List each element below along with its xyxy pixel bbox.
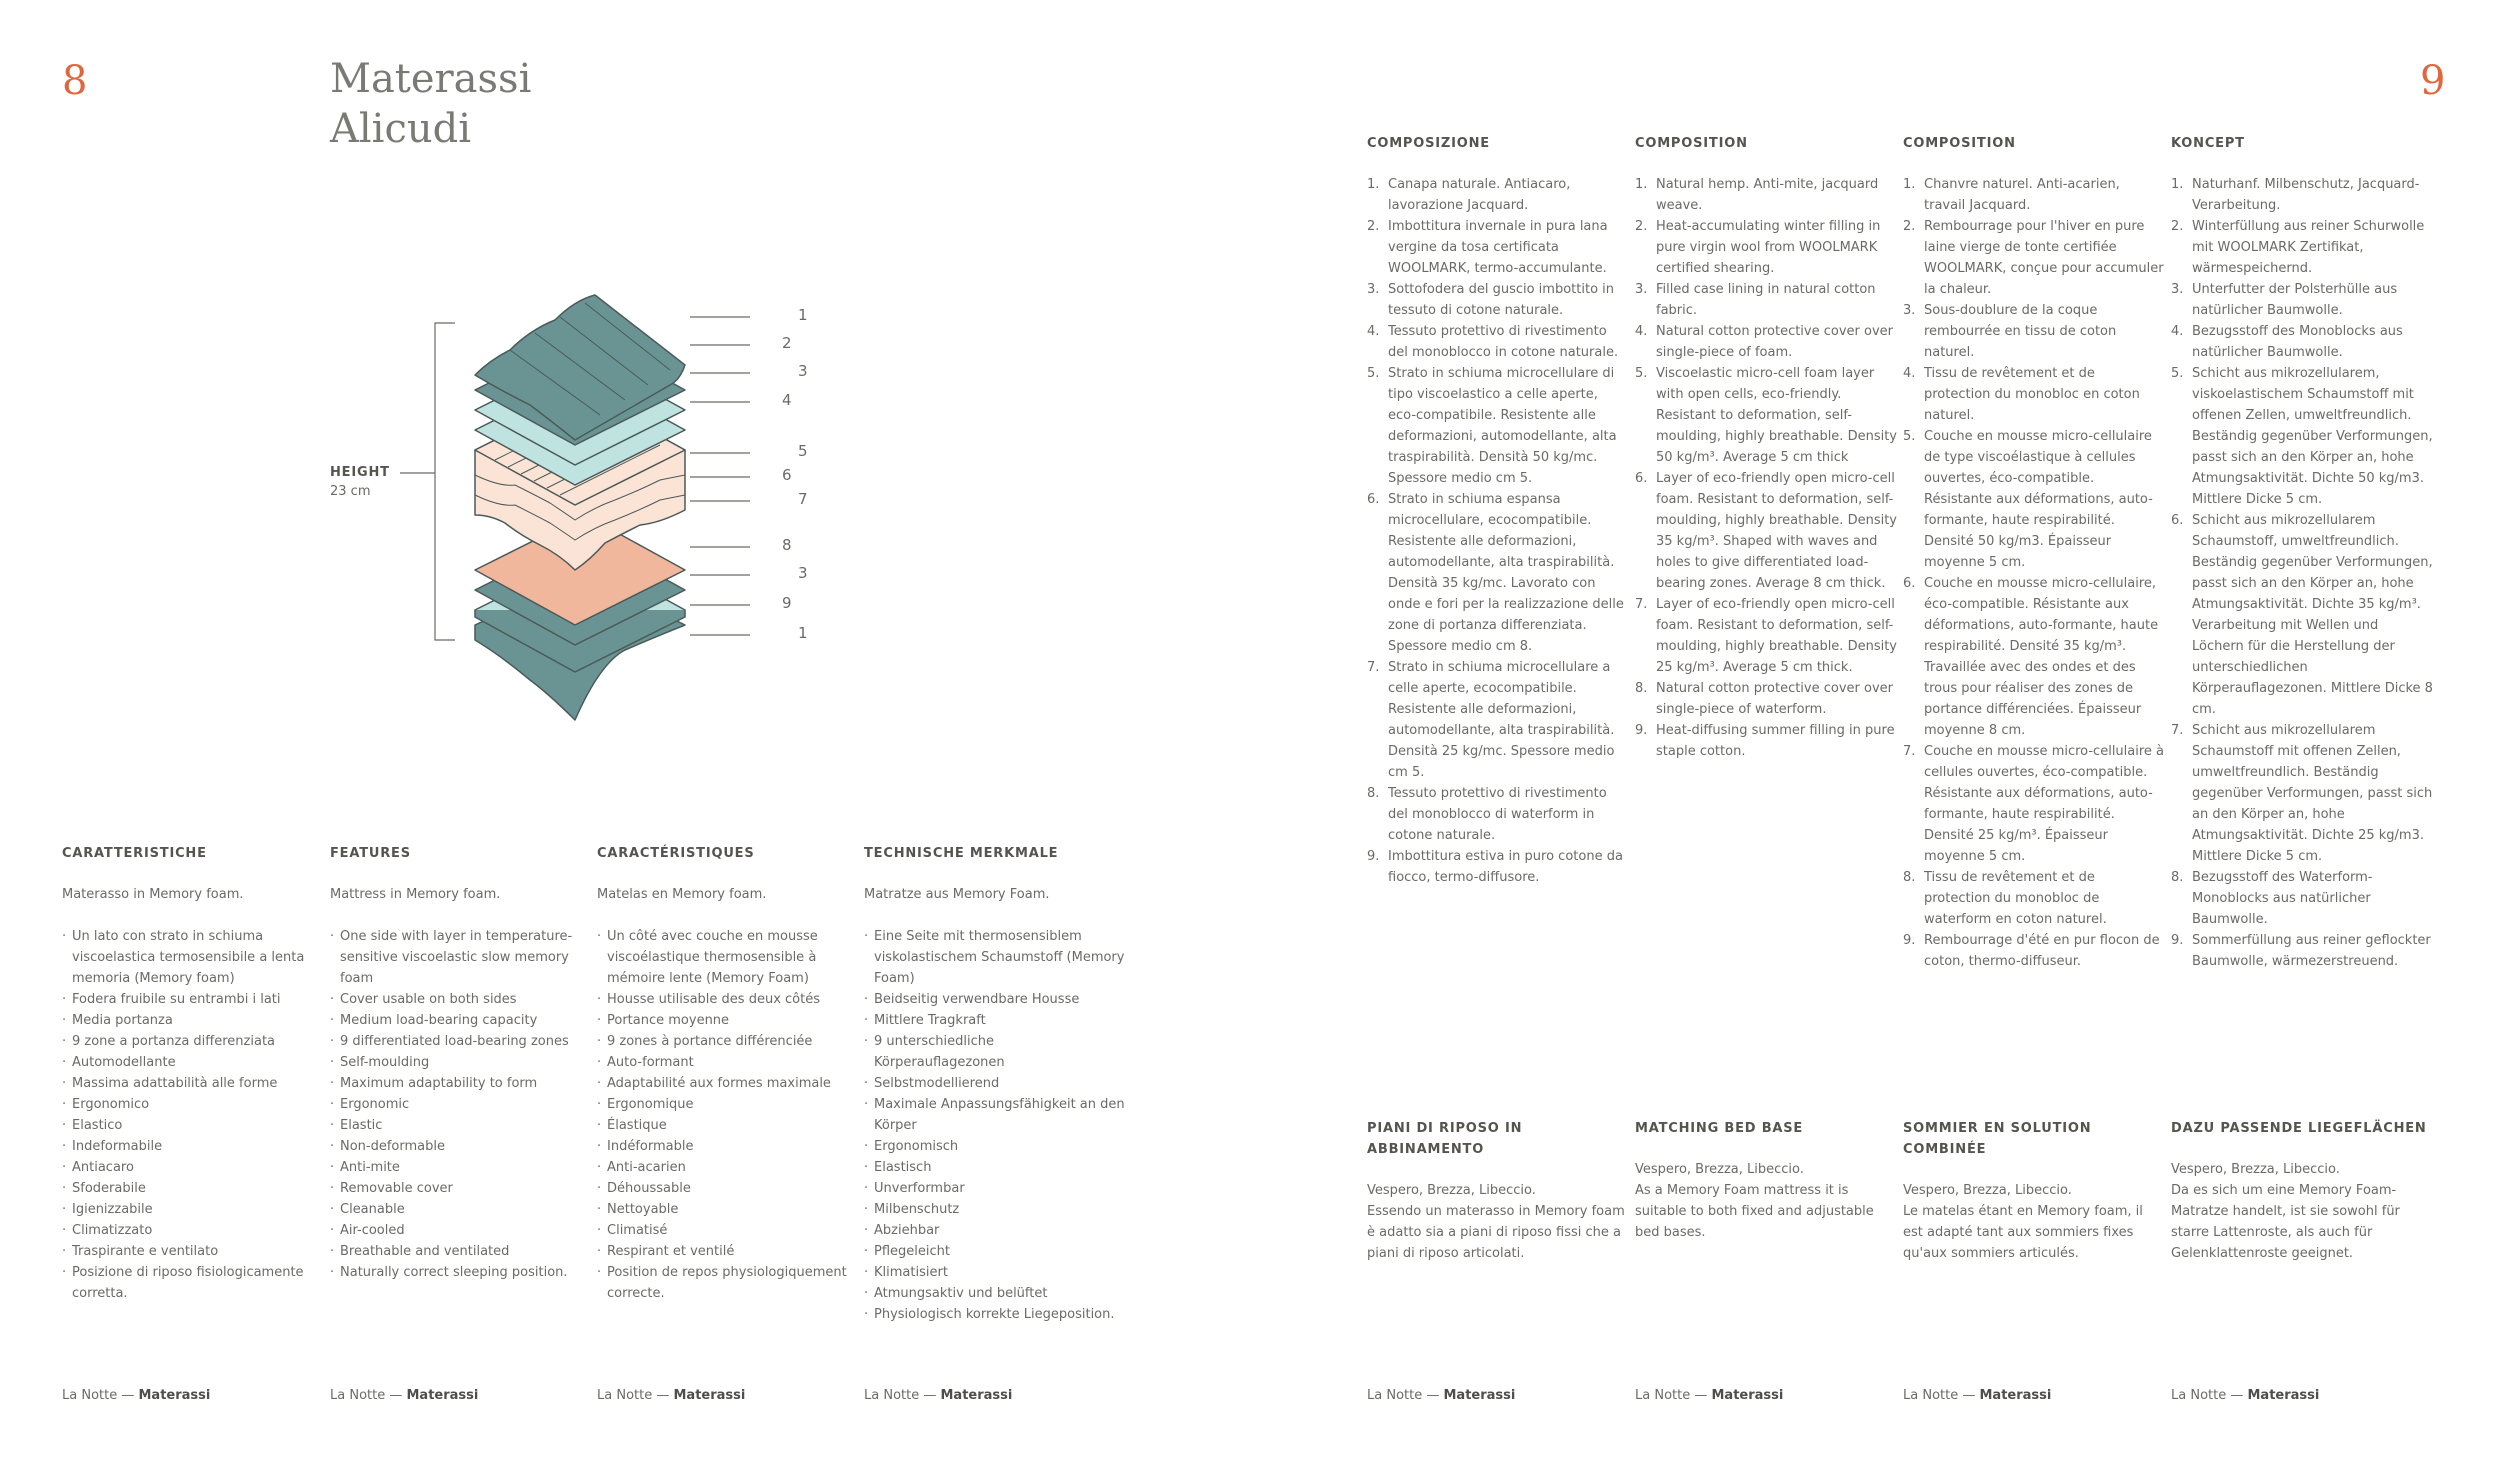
footer: La Notte — Materassi xyxy=(1367,1388,1516,1403)
list-item: 7. Schicht aus mikrozellularem Schaumstoff mit offenen Zellen, umweltfreundlich. Beständig gegenüber Verformungen, passt sich an den Körper an, hohe Atmungsaktivität. Dichte 25 kg/m3. Mittlere Dicke 5 cm. xyxy=(2171,723,2433,864)
list-item: 5. Viscoelastic micro-cell foam layer with open cells, eco-friendly. Resistant to deformation, self-moulding, highly breathable. Density 50 kg/m³. Average 5 cm thick xyxy=(1635,366,1897,465)
title-line-1: Materassi xyxy=(330,56,532,102)
page-title xyxy=(330,54,531,154)
list-item: · Fodera fruibile su entrambi i lati xyxy=(62,989,314,1010)
layer-number: 7 xyxy=(798,490,808,508)
list-item: 2. Imbottitura invernale in pura lana vergine da tosa certificata WOOLMARK, termo-accumulante. xyxy=(1367,219,1608,276)
list-item: · Unverformbar xyxy=(864,1178,1126,1199)
list-item: · Media portanza xyxy=(62,1010,314,1031)
list-item: · Auto-formant xyxy=(597,1052,849,1073)
layer-number: 8 xyxy=(782,536,792,554)
bed-base-column-fr xyxy=(1903,1118,2165,1285)
list-item: 6. Couche en mousse micro-cellulaire, éco-compatible. Résistante aux déformations, auto-formante, haute respirabilité. Densité 35 kg/m³. Travaillée avec des ondes et des trous pour réaliser des zones de portance différenciées. Épaisseur moyenne 8 cm. xyxy=(1903,576,2159,738)
list-item: 8. Natural cotton protective cover over single-piece of waterform. xyxy=(1635,681,1894,717)
list-item: · Automodellante xyxy=(62,1052,314,1073)
list-item: · Ergonomico xyxy=(62,1094,314,1115)
list-item: · Medium load-bearing capacity xyxy=(330,1010,582,1031)
bed-base-models: Vespero, Brezza, Libeccio. xyxy=(1635,1162,1804,1177)
list-item: 5. Couche en mousse micro-cellulaire de type viscoélastique à cellules ouvertes, éco-compatible. Résistante aux déformations, auto-formante, haute respirabilité. Densité 50 kg/m3. Épaisseur moyenne 5 cm. xyxy=(1903,429,2153,570)
features-list xyxy=(62,926,314,1304)
composition-heading: COMPOSIZIONE xyxy=(1367,136,1490,151)
footer: La Notte — Materassi xyxy=(597,1388,746,1403)
bed-base-models: Vespero, Brezza, Libeccio. xyxy=(2171,1162,2340,1177)
list-item: 7. Strato in schiuma microcellulare a celle aperte, ecocompatibile. Resistente alle deformazioni, automodellante, alta traspirabilità. Densità 25 kg/mc. Spessore medio cm 5. xyxy=(1367,660,1615,780)
list-item: · Sfoderabile xyxy=(62,1178,314,1199)
bed-base-models: Vespero, Brezza, Libeccio. xyxy=(1903,1183,2072,1198)
list-item: 8. Tissu de revêtement et de protection du monobloc de waterform en coton naturel. xyxy=(1903,870,2107,927)
footer: La Notte — Materassi xyxy=(1903,1388,2052,1403)
list-item: 5. Strato in schiuma microcellulare di tipo viscoelastico a celle aperte, eco-compatibile. Resistente alle deformazioni, automodellante, alta traspirabilità. Densità 50 kg/mc. Spessore medio cm 5. xyxy=(1367,366,1617,486)
features-intro: Materasso in Memory foam. xyxy=(62,887,244,902)
features-column-de xyxy=(864,843,1126,1325)
list-item: · Cleanable xyxy=(330,1199,582,1220)
bed-base-heading: MATCHING BED BASE xyxy=(1635,1121,1804,1136)
list-item: · Breathable and ventilated xyxy=(330,1241,582,1262)
title-line-2: Alicudi xyxy=(330,106,472,152)
composition-heading: COMPOSITION xyxy=(1635,136,1748,151)
list-item: 9. Sommerfüllung aus reiner geflockter Baumwolle, wärmezerstreuend. xyxy=(2171,933,2431,969)
list-item: 3. Sottofodera del guscio imbottito in tessuto di cotone naturale. xyxy=(1367,282,1615,318)
bed-base-heading: SOMMIER EN SOLUTION COMBINÉE xyxy=(1903,1121,2092,1157)
list-item: 4. Bezugsstoff des Monoblocks aus natürlicher Baumwolle. xyxy=(2171,324,2403,360)
layer-number: 2 xyxy=(782,334,792,352)
list-item: · Ergonomique xyxy=(597,1094,849,1115)
bed-base-column-en xyxy=(1635,1118,1897,1264)
footer: La Notte — Materassi xyxy=(2171,1388,2320,1403)
height-value: 23 cm xyxy=(330,484,371,499)
composition-column-fr xyxy=(1903,133,2165,972)
list-item: · Indéformable xyxy=(597,1136,849,1157)
list-item: · 9 unterschiedliche Körperauflagezonen xyxy=(864,1031,1126,1073)
composition-heading: COMPOSITION xyxy=(1903,136,2016,151)
footer: La Notte — Materassi xyxy=(330,1388,479,1403)
list-item: · Respirant et ventilé xyxy=(597,1241,849,1262)
list-item: · Pflegeleicht xyxy=(864,1241,1126,1262)
layer-number: 6 xyxy=(782,466,792,484)
list-item: · Traspirante e ventilato xyxy=(62,1241,314,1262)
list-item: · Indeformabile xyxy=(62,1136,314,1157)
layer-number: 3 xyxy=(798,362,808,380)
list-item: · 9 differentiated load-bearing zones xyxy=(330,1031,582,1052)
list-item: · Atmungsaktiv und belüftet xyxy=(864,1283,1126,1304)
list-item: · Posizione di riposo fisiologicamente corretta. xyxy=(62,1262,314,1304)
bed-base-heading: PIANI DI RIPOSO IN ABBINAMENTO xyxy=(1367,1121,1523,1157)
composition-column-en xyxy=(1635,133,1897,762)
list-item: 4. Natural cotton protective cover over single-piece of foam. xyxy=(1635,324,1894,360)
features-intro: Matelas en Memory foam. xyxy=(597,887,767,902)
list-item: · Milbenschutz xyxy=(864,1199,1126,1220)
list-item: · Ergonomisch xyxy=(864,1136,1126,1157)
list-item: 9. Rembourrage d'été en pur flocon de coton, thermo-diffuseur. xyxy=(1903,933,2160,969)
list-item: · Selbstmodellierend xyxy=(864,1073,1126,1094)
list-item: · Cover usable on both sides xyxy=(330,989,582,1010)
list-item: 4. Tissu de revêtement et de protection du monobloc en coton naturel. xyxy=(1903,366,2140,423)
features-list xyxy=(597,926,849,1304)
list-item: · Maximum adaptability to form xyxy=(330,1073,582,1094)
list-item: 9. Heat-diffusing summer filling in pure staple cotton. xyxy=(1635,723,1895,759)
list-item: · Anti-mite xyxy=(330,1157,582,1178)
list-item: · Eine Seite mit thermosensiblem viskolastischem Schaumstoff (Memory Foam) xyxy=(864,926,1126,989)
list-item: · Mittlere Tragkraft xyxy=(864,1010,1126,1031)
list-item: · Elastico xyxy=(62,1115,314,1136)
list-item: 3. Sous-doublure de la coque rembourrée en tissu de coton naturel. xyxy=(1903,303,2117,360)
list-item: · Naturally correct sleeping position. xyxy=(330,1262,582,1283)
height-label xyxy=(330,463,390,501)
list-item: · Un côté avec couche en mousse viscoélastique thermosensible à mémoire lente (Memory Foam) xyxy=(597,926,849,989)
list-item: · Nettoyable xyxy=(597,1199,849,1220)
composition-column-it xyxy=(1367,133,1629,888)
list-item: · Massima adattabilità alle forme xyxy=(62,1073,314,1094)
list-item: · Removable cover xyxy=(330,1178,582,1199)
list-item: 3. Filled case lining in natural cotton fabric. xyxy=(1635,282,1876,318)
footer: La Notte — Materassi xyxy=(62,1388,211,1403)
footer: La Notte — Materassi xyxy=(864,1388,1013,1403)
list-item: 6. Schicht aus mikrozellularem Schaumstoff, umweltfreundlich. Beständig gegenüber Verformungen, passt sich an den Körper an, hohe Atmungsaktivität. Dichte 35 kg/m³. Verarbeitung mit Wellen und Löchern für die Herstellung der unterschiedlichen Körperauflagezonen. Mittlere Dicke 8 cm. xyxy=(2171,513,2433,717)
list-item: 2. Heat-accumulating winter filling in pure virgin wool from WOOLMARK certified shearing. xyxy=(1635,219,1881,276)
list-item: · Un lato con strato in schiuma viscoelastica termosensibile a lenta memoria (Memory foam) xyxy=(62,926,314,989)
page-number-right: 9 xyxy=(2420,58,2446,104)
layer-number: 4 xyxy=(782,391,792,409)
footer: La Notte — Materassi xyxy=(1635,1388,1784,1403)
list-item: · Abziehbar xyxy=(864,1220,1126,1241)
list-item: 2. Rembourrage pour l'hiver en pure laine vierge de tonte certifiée WOOLMARK, conçue pour accumuler la chaleur. xyxy=(1903,219,2164,297)
list-item: · Air-cooled xyxy=(330,1220,582,1241)
composition-heading: KONCEPT xyxy=(2171,136,2245,151)
list-item: · Elastic xyxy=(330,1115,582,1136)
list-item: 8. Bezugsstoff des Waterform-Monoblocks aus natürlicher Baumwolle. xyxy=(2171,870,2373,927)
list-item: · Beidseitig verwendbare Housse xyxy=(864,989,1126,1010)
bed-base-text: Essendo un materasso in Memory foam è adatto sia a piani di riposo fissi che a piani di riposo articolati. xyxy=(1367,1204,1625,1261)
list-item: · Élastique xyxy=(597,1115,849,1136)
list-item: · Climatizzato xyxy=(62,1220,314,1241)
features-heading: FEATURES xyxy=(330,846,411,861)
height-title: HEIGHT xyxy=(330,465,390,480)
features-heading: TECHNISCHE MERKMALE xyxy=(864,846,1059,861)
list-item: · Maximale Anpassungsfähigkeit an den Körper xyxy=(864,1094,1126,1136)
list-item: · Non-deformable xyxy=(330,1136,582,1157)
list-item: 1. Naturhanf. Milbenschutz, Jacquard-Verarbeitung. xyxy=(2171,177,2420,213)
list-item: · Position de repos physiologiquement correcte. xyxy=(597,1262,849,1304)
list-item: 3. Unterfutter der Polsterhülle aus natürlicher Baumwolle. xyxy=(2171,282,2398,318)
bed-base-column-it xyxy=(1367,1118,1629,1285)
features-heading: CARATTERISTICHE xyxy=(62,846,207,861)
bed-base-text: Da es sich um eine Memory Foam-Matratze handelt, ist sie sowohl für starre Lattenroste, als auch für Gelenklattenroste geeignet. xyxy=(2171,1183,2400,1261)
list-item: 1. Chanvre naturel. Anti-acarien, travail Jacquard. xyxy=(1903,177,2120,213)
layer-number: 1 xyxy=(798,624,808,642)
list-item: · One side with layer in temperature-sensitive viscoelastic slow memory foam xyxy=(330,926,582,989)
features-list xyxy=(864,926,1126,1325)
features-column-en xyxy=(330,843,582,1283)
list-item: · Portance moyenne xyxy=(597,1010,849,1031)
list-item: · Adaptabilité aux formes maximale xyxy=(597,1073,849,1094)
list-item: 9. Imbottitura estiva in puro cotone da fiocco, termo-diffusore. xyxy=(1367,849,1623,885)
bed-base-text: Le matelas étant en Memory foam, il est adapté tant aux sommiers fixes qu'aux sommiers articulés. xyxy=(1903,1204,2143,1261)
composition-list xyxy=(1635,174,1897,762)
list-item: · Klimatisiert xyxy=(864,1262,1126,1283)
list-item: · Climatisé xyxy=(597,1220,849,1241)
features-column-fr xyxy=(597,843,849,1304)
bed-base-models: Vespero, Brezza, Libeccio. xyxy=(1367,1183,1536,1198)
mattress-layer-diagram xyxy=(390,225,810,735)
list-item: · Déhoussable xyxy=(597,1178,849,1199)
list-item: · Elastisch xyxy=(864,1157,1126,1178)
composition-list xyxy=(1903,174,2165,972)
bed-base-text: As a Memory Foam mattress it is suitable to both fixed and adjustable bed bases. xyxy=(1635,1183,1874,1240)
layer-number: 9 xyxy=(782,594,792,612)
list-item: 2. Winterfüllung aus reiner Schurwolle mit WOOLMARK Zertifikat, wärmespeichernd. xyxy=(2171,219,2425,276)
layer-number: 1 xyxy=(798,306,808,324)
features-intro: Matratze aus Memory Foam. xyxy=(864,887,1050,902)
features-heading: CARACTÉRISTIQUES xyxy=(597,846,755,861)
bed-base-heading: DAZU PASSENDE LIEGEFLÄCHEN xyxy=(2171,1121,2427,1136)
list-item: 6. Strato in schiuma espansa microcellulare, ecocompatibile. Resistente alle deformazioni, automodellante, alta traspirabilità. Densità 35 kg/mc. Lavorato con onde e fori per la realizzazione delle zone di portanza differenziata. Spessore medio cm 8. xyxy=(1367,492,1624,654)
composition-list xyxy=(1367,174,1629,888)
list-item: 1. Canapa naturale. Antiacaro, lavorazione Jacquard. xyxy=(1367,177,1571,213)
list-item: · 9 zones à portance différenciée xyxy=(597,1031,849,1052)
list-item: 1. Natural hemp. Anti-mite, jacquard weave. xyxy=(1635,177,1879,213)
composition-list xyxy=(2171,174,2433,972)
bed-base-column-de xyxy=(2171,1118,2433,1285)
features-column-it xyxy=(62,843,314,1304)
page-number-left: 8 xyxy=(62,58,88,104)
features-intro: Mattress in Memory foam. xyxy=(330,887,501,902)
list-item: · Physiologisch korrekte Liegeposition. xyxy=(864,1304,1126,1325)
list-item: · Housse utilisable des deux côtés xyxy=(597,989,849,1010)
list-item: · Antiacaro xyxy=(62,1157,314,1178)
list-item: · Ergonomic xyxy=(330,1094,582,1115)
list-item: · 9 zone a portanza differenziata xyxy=(62,1031,314,1052)
list-item: 5. Schicht aus mikrozellularem, viskoelastischem Schaumstoff mit offenen Zellen, umweltfreundlich. Beständig gegenüber Verformungen, passt sich an den Körper an, hohe Atmungsaktivität. Dichte 50 kg/m3. Mittlere Dicke 5 cm. xyxy=(2171,366,2433,507)
list-item: 8. Tessuto protettivo di rivestimento del monoblocco di waterform in cotone naturale. xyxy=(1367,786,1607,843)
composition-column-de xyxy=(2171,133,2433,972)
list-item: 4. Tessuto protettivo di rivestimento del monoblocco in cotone naturale. xyxy=(1367,324,1619,360)
list-item: · Anti-acarien xyxy=(597,1157,849,1178)
list-item: · Igienizzabile xyxy=(62,1199,314,1220)
list-item: · Self-moulding xyxy=(330,1052,582,1073)
features-list xyxy=(330,926,582,1283)
layer-number: 3 xyxy=(798,564,808,582)
list-item: 7. Couche en mousse micro-cellulaire à cellules ouvertes, éco-compatible. Résistante aux déformations, auto-formante, haute respirabilité. Densité 25 kg/m³. Épaisseur moyenne 5 cm. xyxy=(1903,744,2165,864)
list-item: 7. Layer of eco-friendly open micro-cell foam. Resistant to deformation, self-moulding, highly breathable. Density 25 kg/m³. Average 5 cm thick. xyxy=(1635,597,1897,675)
list-item: 6. Layer of eco-friendly open micro-cell foam. Resistant to deformation, self-moulding, highly breathable. Density 35 kg/m³. Shaped with waves and holes to give differentiated load-bearing zones. Average 8 cm thick. xyxy=(1635,471,1897,591)
layer-number: 5 xyxy=(798,442,808,460)
